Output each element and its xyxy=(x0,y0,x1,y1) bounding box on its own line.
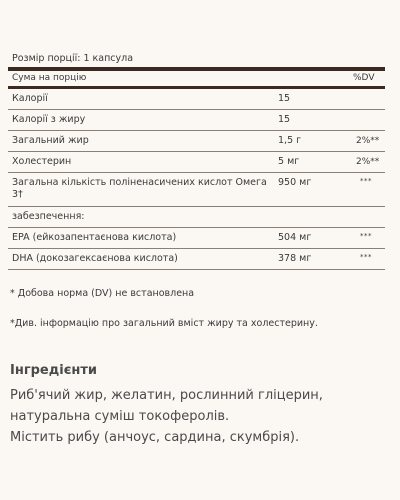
row-amount: 15 xyxy=(278,114,291,125)
row-amount: 504 мг xyxy=(278,232,312,243)
table-row-calories xyxy=(8,89,385,110)
row-amount: 1,5 г xyxy=(278,135,302,146)
serving-size: Розмір порції: 1 капсула xyxy=(12,53,134,64)
row-dv: *** xyxy=(360,177,372,185)
row-name: Калорії з жиру xyxy=(12,114,86,125)
row-name: Калорії xyxy=(12,93,48,104)
row-amount: 378 мг xyxy=(278,253,312,264)
table-row-epa xyxy=(8,228,385,249)
row-name: DHA (докозагексаєнова кислота) xyxy=(12,253,178,264)
row-amount: 15 xyxy=(278,93,291,104)
row-name: Загальна кількість поліненасичених кислот Омега 3† xyxy=(12,177,267,200)
row-amount: 950 мг xyxy=(278,177,312,188)
row-dv: *** xyxy=(360,232,372,240)
dv-header: %DV xyxy=(353,73,375,83)
table-row-omega3 xyxy=(8,173,385,207)
footnote-see-info: *Див. інформацію про загальний вміст жиру та холестерину. xyxy=(10,318,318,329)
row-amount: 5 мг xyxy=(278,156,300,167)
per-serving-label: Сума на порцію xyxy=(12,73,87,83)
ingredients-title: Інгредієнти xyxy=(10,363,98,378)
row-name: EPA (ейкозапентаєнова кислота) xyxy=(12,232,177,243)
ingredients-line: натуральна суміш токоферолів. xyxy=(10,409,230,424)
row-dv: 2%** xyxy=(356,157,380,167)
footnote-dv-not-established: * Добова норма (DV) не встановлена xyxy=(10,288,195,299)
table-row-fat-calories xyxy=(8,110,385,131)
supplement-facts-panel xyxy=(8,52,385,270)
row-dv: 2%** xyxy=(356,136,380,146)
row-name: Холестерин xyxy=(12,156,72,167)
row-dv: *** xyxy=(360,253,372,261)
table-row-cholesterol xyxy=(8,152,385,173)
table-row-provides xyxy=(8,207,385,228)
table-header xyxy=(8,71,385,86)
row-name: забезпечення: xyxy=(12,211,85,222)
row-name: Загальний жир xyxy=(12,135,89,146)
ingredients-text xyxy=(10,385,395,448)
table-row-total-fat xyxy=(8,131,385,152)
ingredients-line: Містить рибу (анчоус, сардина, скумбрія). xyxy=(10,430,300,445)
ingredients-line: Риб'ячий жир, желатин, рослинний гліцерин, xyxy=(10,388,323,403)
table-row-dha xyxy=(8,249,385,270)
